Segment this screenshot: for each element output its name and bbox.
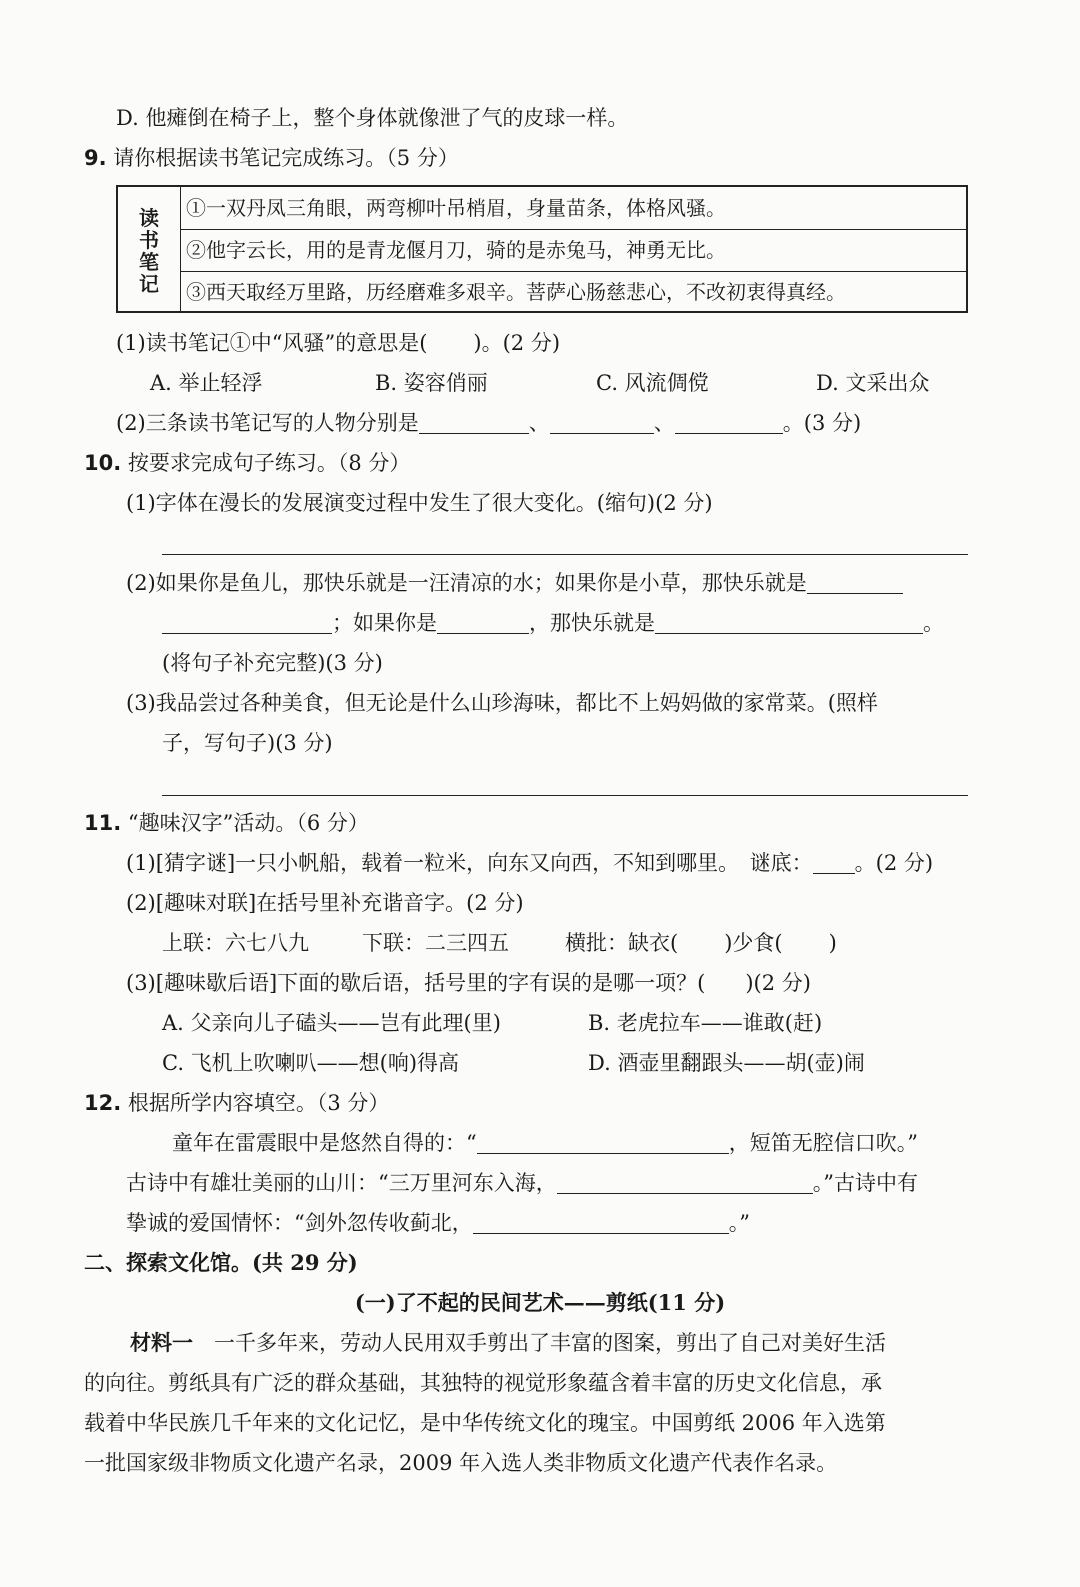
answer-blank[interactable]	[437, 611, 529, 634]
material-text: 一千多年来，劳动人民用双手剪出了丰富的图案，剪出了自己对美好生活	[214, 1331, 886, 1355]
q10-sub2-text: ，那快乐就是	[529, 611, 655, 635]
note-row-3: ③西天取经万里路，历经磨难多艰辛。菩萨心肠慈悲心，不改初衷得真经。	[186, 280, 846, 304]
material-1-line2: 的向往。剪纸具有广泛的群众基础，其独特的视觉形象蕴含着丰富的历史文化信息，承	[84, 1371, 882, 1395]
q9-option-c: C. 风流倜傥	[596, 371, 709, 395]
q11-sub3-text: ]下面的歇后语，括号里的字有误的是哪一项？(	[268, 971, 706, 995]
q10-sub2-line1	[126, 568, 903, 598]
question-11	[84, 808, 369, 838]
q10-sub2-line2	[162, 608, 944, 638]
answer-blank[interactable]	[675, 411, 783, 434]
q10-sub2-text: ；如果你是	[332, 611, 437, 635]
q11-option-a: A. 父亲向儿子磕头——岂有此理(里)	[162, 1011, 501, 1035]
q11-sub3-score: )(2 分)	[745, 971, 811, 995]
header-char: 记	[139, 272, 159, 296]
question-number: 10.	[84, 451, 122, 475]
answer-blank[interactable]	[473, 1211, 729, 1234]
answer-blank[interactable]	[419, 411, 529, 434]
bracket: (1)[	[126, 851, 164, 875]
q11-option-c: C. 飞机上吹喇叭——想(响)得高	[162, 1051, 460, 1075]
q11-sub2-text: ]在括号里补充谐音字。(2 分)	[247, 891, 524, 915]
q12-text: 童年在雷震眼中是悠然自得的：“	[172, 1131, 477, 1155]
q11-sub3	[126, 968, 811, 998]
answer-blank[interactable]	[813, 851, 855, 874]
table-header-cell	[118, 187, 181, 311]
material-1-line1	[130, 1328, 886, 1358]
answer-line[interactable]	[162, 554, 968, 555]
note-row-2: ②他字云长，用的是青龙偃月刀，骑的是赤兔马，神勇无比。	[180, 229, 966, 272]
answer-line[interactable]	[162, 795, 968, 796]
section-2-title: 二、探索文化馆。(共 29 分)	[84, 1250, 358, 1275]
q10-sub3-line1: (3)我品尝过各种美食，但无论是什么山珍海味，都比不上妈妈做的家常菜。(照样	[126, 691, 878, 715]
header-char: 笔	[139, 250, 159, 274]
bracket: (3)[	[126, 971, 164, 995]
answer-blank[interactable]	[550, 411, 654, 434]
header-char: 读	[139, 206, 159, 230]
q9-sub1	[116, 328, 560, 358]
q10-sub3-line2: 子，写句子)(3 分)	[162, 731, 333, 755]
answer-blank[interactable]	[807, 571, 903, 594]
material-label: 材料一	[130, 1330, 193, 1355]
reading-notes-table	[116, 185, 968, 313]
q9-sub1-text: (1)读书笔记①中“风骚”的意思是(	[116, 331, 428, 355]
activity-tag: 趣味对联	[163, 891, 248, 915]
q12-line2	[126, 1168, 918, 1198]
activity-tag: 趣味歇后语	[163, 971, 269, 995]
q12-text: 。”古诗中有	[812, 1171, 918, 1195]
q9-option-b: B. 姿容俏丽	[375, 371, 488, 395]
q12-text: 。”	[728, 1211, 750, 1235]
couplet-horizontal	[565, 928, 837, 958]
q10-sub2-end: 。	[923, 611, 944, 635]
q10-sub2-text: (2)如果你是鱼儿，那快乐就是一汪清凉的水；如果你是小草，那快乐就是	[126, 571, 807, 595]
material-1-line4: 一批国家级非物质文化遗产名录，2009 年入选人类非物质文化遗产代表作名录。	[84, 1451, 838, 1475]
question-stem: 按要求完成句子练习。（8 分）	[127, 451, 411, 475]
question-9	[84, 143, 459, 173]
q11-sub1-text: ]一只小帆船，载着一粒米，向东又向西，不知到哪里。 谜底：	[226, 851, 813, 875]
q10-sub1: (1)字体在漫长的发展演变过程中发生了很大变化。(缩句)(2 分)	[126, 491, 713, 515]
answer-blank[interactable]	[557, 1171, 813, 1194]
q11-option-d: D. 酒壶里翻跟头——胡(壶)闹	[588, 1051, 865, 1075]
note-row-1: ①一双丹凤三角眼，两弯柳叶吊梢眉，身量苗条，体格风骚。	[180, 187, 966, 230]
section-2-subtitle: (一)了不起的民间艺术——剪纸(11 分)	[354, 1290, 726, 1315]
couplet-lower: 下联：二三四五	[362, 931, 509, 955]
q11-option-b: B. 老虎拉车——谁敢(赶)	[588, 1011, 823, 1035]
question-stem: 根据所学内容填空。（3 分）	[127, 1091, 390, 1115]
q12-line3	[126, 1208, 750, 1238]
couplet-text: )少食(	[724, 931, 783, 955]
separator: 、	[653, 411, 675, 435]
q11-sub1-score: 。(2 分)	[854, 851, 934, 875]
question-10	[84, 448, 410, 478]
q8-option-d: D. 他瘫倒在椅子上，整个身体就像泄了气的皮球一样。	[116, 106, 629, 130]
answer-blank[interactable]	[477, 1131, 729, 1154]
q9-sub2-score: 。(3 分)	[782, 411, 862, 435]
question-number: 12.	[84, 1091, 122, 1115]
header-char: 书	[139, 228, 159, 252]
q11-sub2	[126, 888, 524, 918]
q12-text: 古诗中有雄壮美丽的山川：“三万里河东入海，	[126, 1171, 557, 1195]
couplet-text: 横批：缺衣(	[565, 931, 679, 955]
q12-line1	[172, 1128, 918, 1158]
q9-sub2-text: (2)三条读书笔记写的人物分别是	[116, 411, 419, 435]
q9-sub2	[116, 408, 861, 438]
question-stem: “趣味汉字”活动。（6 分）	[127, 811, 369, 835]
answer-blank[interactable]	[655, 611, 923, 634]
couplet-upper: 上联：六七八九	[162, 931, 309, 955]
couplet-text: )	[828, 931, 837, 955]
q10-sub2-note: (将句子补充完整)(3 分)	[162, 651, 383, 675]
q9-option-a: A. 举止轻浮	[150, 371, 263, 395]
q9-option-d: D. 文采出众	[816, 371, 930, 395]
bracket: (2)[	[126, 891, 164, 915]
q12-text: ，短笛无腔信口吹。”	[728, 1131, 918, 1155]
material-1-line3: 载着中华民族几千年来的文化记忆，是中华传统文化的瑰宝。中国剪纸 2006 年入选第	[84, 1411, 886, 1435]
question-number: 9.	[84, 146, 107, 170]
separator: 、	[528, 411, 550, 435]
answer-blank[interactable]	[162, 611, 332, 634]
q9-sub1-score: )。(2 分)	[473, 331, 561, 355]
question-12	[84, 1088, 389, 1118]
question-number: 11.	[84, 811, 122, 835]
activity-tag: 猜字谜	[163, 851, 227, 875]
q11-sub1	[126, 848, 933, 878]
question-stem: 请你根据读书笔记完成练习。（5 分）	[113, 146, 459, 170]
q12-text: 挚诚的爱国情怀：“剑外忽传收蓟北，	[126, 1211, 473, 1235]
